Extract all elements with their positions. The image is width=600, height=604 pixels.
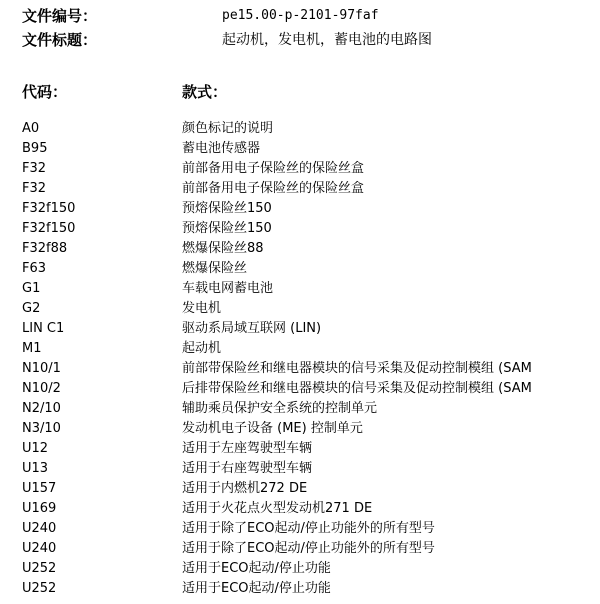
list-item: [0, 539, 600, 559]
component-code: F63: [22, 261, 47, 276]
document-number-value: pe15.00-p-2101-97faf: [222, 8, 379, 23]
component-code: U157: [22, 481, 57, 496]
component-code: F32f150: [22, 221, 76, 236]
list-item: [0, 119, 600, 139]
component-code: U169: [22, 501, 57, 516]
component-list: [0, 119, 600, 599]
component-code: U12: [22, 441, 49, 456]
component-description: 燃爆保险丝88: [182, 241, 264, 256]
component-description: 适用于左座驾驶型车辆: [182, 441, 313, 456]
component-code: U13: [22, 461, 49, 476]
component-code: N10/1: [22, 361, 61, 376]
list-item: [0, 199, 600, 219]
component-description: 适用于内燃机272 DE: [182, 481, 308, 496]
list-item: [0, 559, 600, 579]
list-item: [0, 159, 600, 179]
list-item: [0, 259, 600, 279]
code-column-header: 代码：: [22, 83, 68, 101]
list-item: [0, 339, 600, 359]
document-title-label: 文件标题：: [22, 31, 98, 49]
component-description: 前部带保险丝和继电器模块的信号采集及促动控制模组 (SAM: [182, 361, 532, 376]
component-description: 前部备用电子保险丝的保险丝盒: [182, 181, 365, 196]
list-item: [0, 519, 600, 539]
component-description: 车载电网蓄电池: [182, 281, 274, 296]
list-item: [0, 419, 600, 439]
component-code: N3/10: [22, 421, 61, 436]
list-item: [0, 299, 600, 319]
component-description: 发动机电子设备 (ME) 控制单元: [182, 421, 363, 436]
list-item: [0, 399, 600, 419]
list-item: [0, 139, 600, 159]
list-item: [0, 319, 600, 339]
component-code: B95: [22, 141, 48, 156]
component-code: M1: [22, 341, 42, 356]
component-code: U240: [22, 541, 57, 556]
list-item: [0, 579, 600, 599]
list-item: [0, 279, 600, 299]
component-description: 驱动系局域互联网 (LIN): [182, 321, 322, 336]
component-description: 适用于ECO起动/停止功能: [182, 561, 331, 576]
component-description: 适用于ECO起动/停止功能: [182, 581, 331, 596]
component-code: N10/2: [22, 381, 61, 396]
component-code: F32f88: [22, 241, 68, 256]
component-description: 适用于除了ECO起动/停止功能外的所有型号: [182, 541, 435, 556]
component-code: N2/10: [22, 401, 61, 416]
component-code: G2: [22, 301, 41, 316]
component-description: 后排带保险丝和继电器模块的信号采集及促动控制模组 (SAM: [182, 381, 532, 396]
component-description: 预熔保险丝150: [182, 221, 272, 236]
description-column-header: 款式：: [182, 83, 228, 101]
component-code: U252: [22, 561, 57, 576]
component-description: 前部备用电子保险丝的保险丝盒: [182, 161, 365, 176]
component-code: G1: [22, 281, 41, 296]
component-description: 燃爆保险丝: [182, 261, 248, 276]
list-item: [0, 379, 600, 399]
component-description: 辅助乘员保护安全系统的控制单元: [182, 401, 378, 416]
list-item: [0, 459, 600, 479]
component-description: 适用于火花点火型发动机271 DE: [182, 501, 373, 516]
list-item: [0, 439, 600, 459]
list-item: [0, 179, 600, 199]
list-item: [0, 219, 600, 239]
component-description: 颜色标记的说明: [182, 121, 274, 136]
component-description: 发电机: [182, 301, 222, 316]
component-code: A0: [22, 121, 40, 136]
component-description: 适用于右座驾驶型车辆: [182, 461, 313, 476]
component-description: 起动机: [182, 341, 222, 356]
component-code: U252: [22, 581, 57, 596]
component-description: 适用于除了ECO起动/停止功能外的所有型号: [182, 521, 435, 536]
component-code: F32f150: [22, 201, 76, 216]
component-description: 蓄电池传感器: [182, 141, 261, 156]
list-item: [0, 479, 600, 499]
document-number-label: 文件编号：: [22, 7, 98, 25]
document-title-value: 起动机，发电机，蓄电池的电路图: [222, 32, 432, 48]
component-code: U240: [22, 521, 57, 536]
component-code: F32: [22, 181, 47, 196]
list-item: [0, 499, 600, 519]
component-code: F32: [22, 161, 47, 176]
component-description: 预熔保险丝150: [182, 201, 272, 216]
list-item: [0, 359, 600, 379]
component-code: LIN C1: [22, 321, 65, 336]
list-item: [0, 239, 600, 259]
